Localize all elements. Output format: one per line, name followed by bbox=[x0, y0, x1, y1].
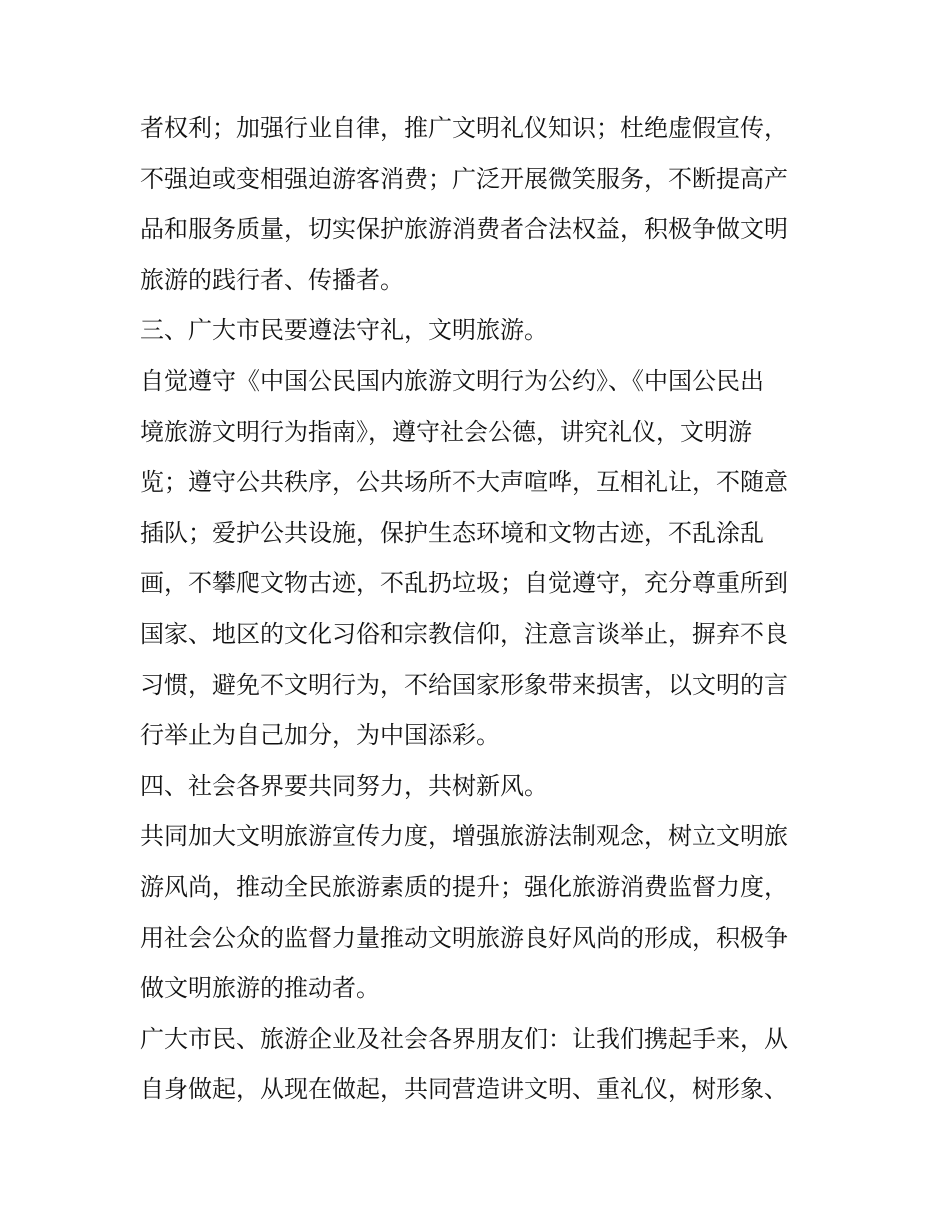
text-line: 广大市民、旅游企业及社会各界朋友们：让我们携起手来，从 bbox=[140, 1024, 788, 1053]
section-heading-3: 三、广大市民要遵法守礼，文明旅游。 bbox=[140, 316, 548, 345]
body-text bbox=[140, 103, 830, 1115]
text-line: 自觉遵守《中国公民国内旅游文明行为公约》、《中国公民出 bbox=[140, 366, 764, 395]
text-line: 者权利；加强行业自律，推广文明礼仪知识；杜绝虚假宣传， bbox=[140, 114, 788, 142]
text-line: 自身做起，从现在做起，共同营造讲文明、重礼仪，树形象、 bbox=[140, 1075, 788, 1104]
text-line: 用社会公众的监督力量推动文明旅游良好风尚的形成，积极争 bbox=[140, 923, 788, 952]
text-line: 境旅游文明行为指南》，遵守社会公德，讲究礼仪，文明游 bbox=[140, 417, 752, 446]
text-line: 做文明旅游的推动者。 bbox=[140, 974, 380, 1003]
section-heading-4: 四、社会各界要共同努力，共树新风。 bbox=[140, 771, 548, 800]
text-line: 旅游的践行者、传播者。 bbox=[140, 265, 404, 294]
text-line: 共同加大文明旅游宣传力度，增强旅游法制观念，树立文明旅 bbox=[140, 822, 788, 851]
text-line: 国家、地区的文化习俗和宗教信仰，注意言谈举止，摒弃不良 bbox=[140, 619, 788, 648]
text-line: 览；遵守公共秩序，公共场所不大声喧哗，互相礼让，不随意 bbox=[140, 468, 788, 497]
text-line: 品和服务质量，切实保护旅游消费者合法权益，积极争做文明 bbox=[140, 215, 788, 244]
text-line: 不强迫或变相强迫游客消费；广泛开展微笑服务，不断提高产 bbox=[140, 164, 788, 193]
text-line: 游风尚，推动全民旅游素质的提升；强化旅游消费监督力度， bbox=[140, 872, 788, 901]
text-line: 插队；爱护公共设施，保护生态环境和文物古迹，不乱涂乱 bbox=[140, 518, 764, 547]
text-line: 行举止为自己加分，为中国添彩。 bbox=[140, 721, 500, 750]
text-line: 画，不攀爬文物古迹，不乱扔垃圾；自觉遵守，充分尊重所到 bbox=[140, 569, 788, 598]
text-line: 习惯，避免不文明行为，不给国家形象带来损害，以文明的言 bbox=[140, 670, 788, 699]
